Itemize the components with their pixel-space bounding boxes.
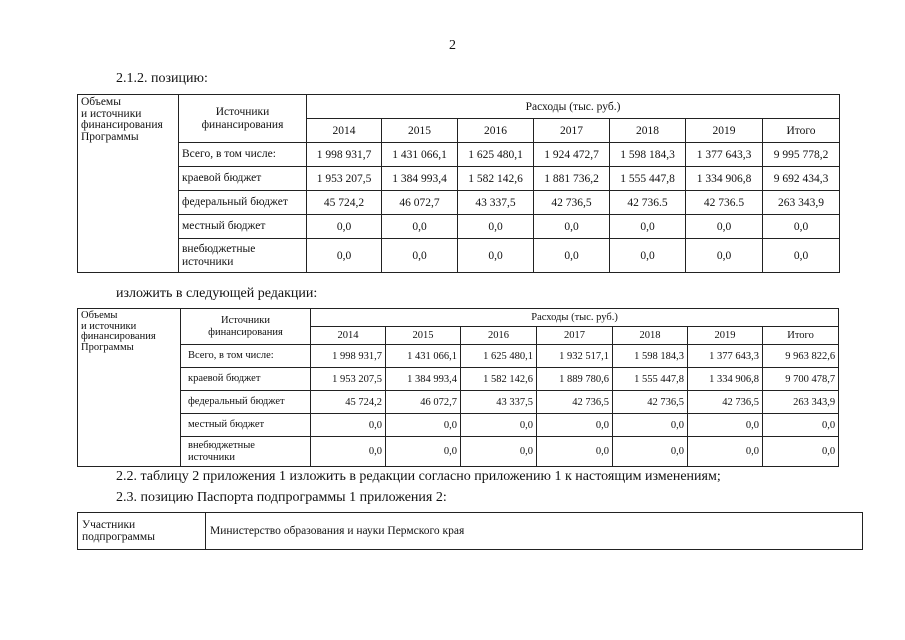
value-cell: 0,0 — [307, 239, 382, 273]
value-cell: 1 431 066,1 — [386, 345, 461, 368]
sources-header-line: Источники — [221, 315, 270, 327]
participants-value: Министерство образования и науки Пермского края — [206, 513, 863, 550]
source-label: Всего, в том числе: — [179, 143, 307, 167]
value-cell: 0,0 — [534, 215, 610, 239]
year-header: 2017 — [534, 119, 610, 143]
value-cell: 1 384 993,4 — [386, 368, 461, 391]
table-row — [78, 414, 839, 437]
participants-table — [77, 512, 863, 550]
year-header: 2019 — [688, 327, 763, 345]
value-cell: 43 337,5 — [458, 191, 534, 215]
value-cell: 45 724,2 — [311, 391, 386, 414]
value-cell: 9 692 434,3 — [763, 167, 840, 191]
table-row — [78, 215, 840, 239]
source-label-line: внебюджетные — [182, 243, 256, 256]
value-cell: 0,0 — [458, 239, 534, 273]
value-cell: 1 924 472,7 — [534, 143, 610, 167]
value-cell: 1 953 207,5 — [311, 368, 386, 391]
page-number: 2 — [449, 38, 456, 53]
year-header: 2016 — [461, 327, 537, 345]
year-header: 2014 — [311, 327, 386, 345]
value-cell: 0,0 — [534, 239, 610, 273]
value-cell: 0,0 — [610, 239, 686, 273]
value-cell: 0,0 — [386, 437, 461, 467]
value-cell: 0,0 — [688, 414, 763, 437]
sources-header-line: финансирования — [208, 326, 283, 338]
value-cell: 1 384 993,4 — [382, 167, 458, 191]
source-label: Всего, в том числе: — [181, 345, 311, 368]
source-label: краевой бюджет — [181, 368, 311, 391]
table-row — [78, 143, 840, 167]
total-header: Итого — [763, 327, 839, 345]
source-label: местный бюджет — [179, 215, 307, 239]
value-cell: 0,0 — [763, 215, 840, 239]
value-cell: 42 736.5 — [686, 191, 763, 215]
section-2-2-text: 2.2. таблицу 2 приложения 1 изложить в редакции согласно приложению 1 к настоящим изменениям; — [116, 469, 721, 484]
value-cell: 0,0 — [382, 239, 458, 273]
value-cell: 0,0 — [307, 215, 382, 239]
value-cell: 0,0 — [763, 414, 839, 437]
value-cell: 0,0 — [686, 215, 763, 239]
year-header: 2016 — [458, 119, 534, 143]
source-label-line: источники — [188, 451, 235, 463]
value-cell: 1 598 184,3 — [610, 143, 686, 167]
value-cell: 43 337,5 — [461, 391, 537, 414]
value-cell: 1 582 142,6 — [458, 167, 534, 191]
section-2-1-2-heading: 2.1.2. позицию: — [116, 71, 208, 86]
table-row — [78, 368, 839, 391]
value-cell: 46 072,7 — [386, 391, 461, 414]
source-label: краевой бюджет — [179, 167, 307, 191]
value-cell: 263 343,9 — [763, 191, 840, 215]
program-label-cell — [78, 95, 179, 273]
table-row — [78, 191, 840, 215]
program-label-line: Программы — [81, 130, 139, 143]
year-header: 2018 — [610, 119, 686, 143]
table-row — [78, 391, 839, 414]
sources-header-line: финансирования — [201, 118, 284, 131]
value-cell: 0,0 — [461, 437, 537, 467]
table-row — [78, 167, 840, 191]
source-label-line: источники — [182, 255, 234, 268]
value-cell: 1 998 931,7 — [311, 345, 386, 368]
value-cell: 9 700 478,7 — [763, 368, 839, 391]
value-cell: 0,0 — [613, 414, 688, 437]
value-cell: 42 736,5 — [613, 391, 688, 414]
source-label-line: внебюджетные — [188, 440, 255, 452]
table-row — [78, 345, 839, 368]
program-label-line: Объемы — [81, 310, 118, 321]
financing-table-old — [77, 94, 840, 273]
participants-label-line: Участники — [82, 518, 136, 531]
program-label-line: финансирования — [81, 119, 163, 131]
value-cell: 0,0 — [613, 437, 688, 467]
value-cell: 42 736,5 — [534, 191, 610, 215]
sources-header — [179, 95, 307, 143]
value-cell: 1 881 736,2 — [534, 167, 610, 191]
value-cell: 42 736,5 — [537, 391, 613, 414]
value-cell: 1 932 517,1 — [537, 345, 613, 368]
value-cell: 0,0 — [458, 215, 534, 239]
program-label-line: Объемы — [81, 96, 121, 108]
program-label-line: и источники — [81, 320, 137, 332]
value-cell: 42 736.5 — [610, 191, 686, 215]
value-cell: 0,0 — [386, 414, 461, 437]
source-label — [181, 437, 311, 467]
value-cell: 0,0 — [537, 437, 613, 467]
value-cell: 1 334 906,8 — [686, 167, 763, 191]
value-cell: 0,0 — [311, 437, 386, 467]
table-row — [78, 437, 839, 467]
value-cell: 42 736,5 — [688, 391, 763, 414]
value-cell: 0,0 — [763, 239, 840, 273]
value-cell: 0,0 — [461, 414, 537, 437]
source-label — [179, 239, 307, 273]
value-cell: 1 555 447,8 — [610, 167, 686, 191]
participants-label-line: подпрограммы — [82, 531, 155, 543]
value-cell: 0,0 — [610, 215, 686, 239]
value-cell: 1 953 207,5 — [307, 167, 382, 191]
year-header: 2017 — [537, 327, 613, 345]
value-cell: 1 625 480,1 — [461, 345, 537, 368]
sources-header-line: Источники — [215, 106, 270, 119]
program-label-line: Программы — [81, 341, 134, 353]
value-cell: 9 995 778,2 — [763, 143, 840, 167]
financing-table-new — [77, 308, 839, 467]
value-cell: 9 963 822,6 — [763, 345, 839, 368]
value-cell: 1 555 447,8 — [613, 368, 688, 391]
source-label: федеральный бюджет — [181, 391, 311, 414]
program-label-line: финансирования — [81, 331, 156, 342]
year-header: 2014 — [307, 119, 382, 143]
value-cell: 0,0 — [688, 437, 763, 467]
year-header: 2018 — [613, 327, 688, 345]
value-cell: 1 431 066,1 — [382, 143, 458, 167]
value-cell: 45 724,2 — [307, 191, 382, 215]
expenses-header: Расходы (тыс. руб.) — [307, 95, 840, 119]
expenses-header: Расходы (тыс. руб.) — [311, 309, 839, 327]
value-cell: 0,0 — [311, 414, 386, 437]
value-cell: 0,0 — [763, 437, 839, 467]
year-header: 2015 — [382, 119, 458, 143]
year-header: 2015 — [386, 327, 461, 345]
source-label: местный бюджет — [181, 414, 311, 437]
section-revision-heading: изложить в следующей редакции: — [116, 286, 318, 301]
value-cell: 1 334 906,8 — [688, 368, 763, 391]
value-cell: 46 072,7 — [382, 191, 458, 215]
source-label: федеральный бюджет — [179, 191, 307, 215]
sources-header — [181, 309, 311, 345]
value-cell: 0,0 — [382, 215, 458, 239]
value-cell: 0,0 — [686, 239, 763, 273]
program-label-line: и источники — [81, 107, 142, 120]
total-header: Итого — [763, 119, 840, 143]
value-cell: 1 625 480,1 — [458, 143, 534, 167]
value-cell: 1 998 931,7 — [307, 143, 382, 167]
value-cell: 1 377 643,3 — [686, 143, 763, 167]
table-row — [78, 239, 840, 273]
value-cell: 1 582 142,6 — [461, 368, 537, 391]
value-cell: 1 377 643,3 — [688, 345, 763, 368]
value-cell: 1 598 184,3 — [613, 345, 688, 368]
program-label-cell — [78, 309, 181, 467]
value-cell: 263 343,9 — [763, 391, 839, 414]
section-2-3-text: 2.3. позицию Паспорта подпрограммы 1 приложения 2: — [116, 490, 447, 505]
value-cell: 1 889 780,6 — [537, 368, 613, 391]
year-header: 2019 — [686, 119, 763, 143]
value-cell: 0,0 — [537, 414, 613, 437]
participants-label — [78, 513, 206, 550]
